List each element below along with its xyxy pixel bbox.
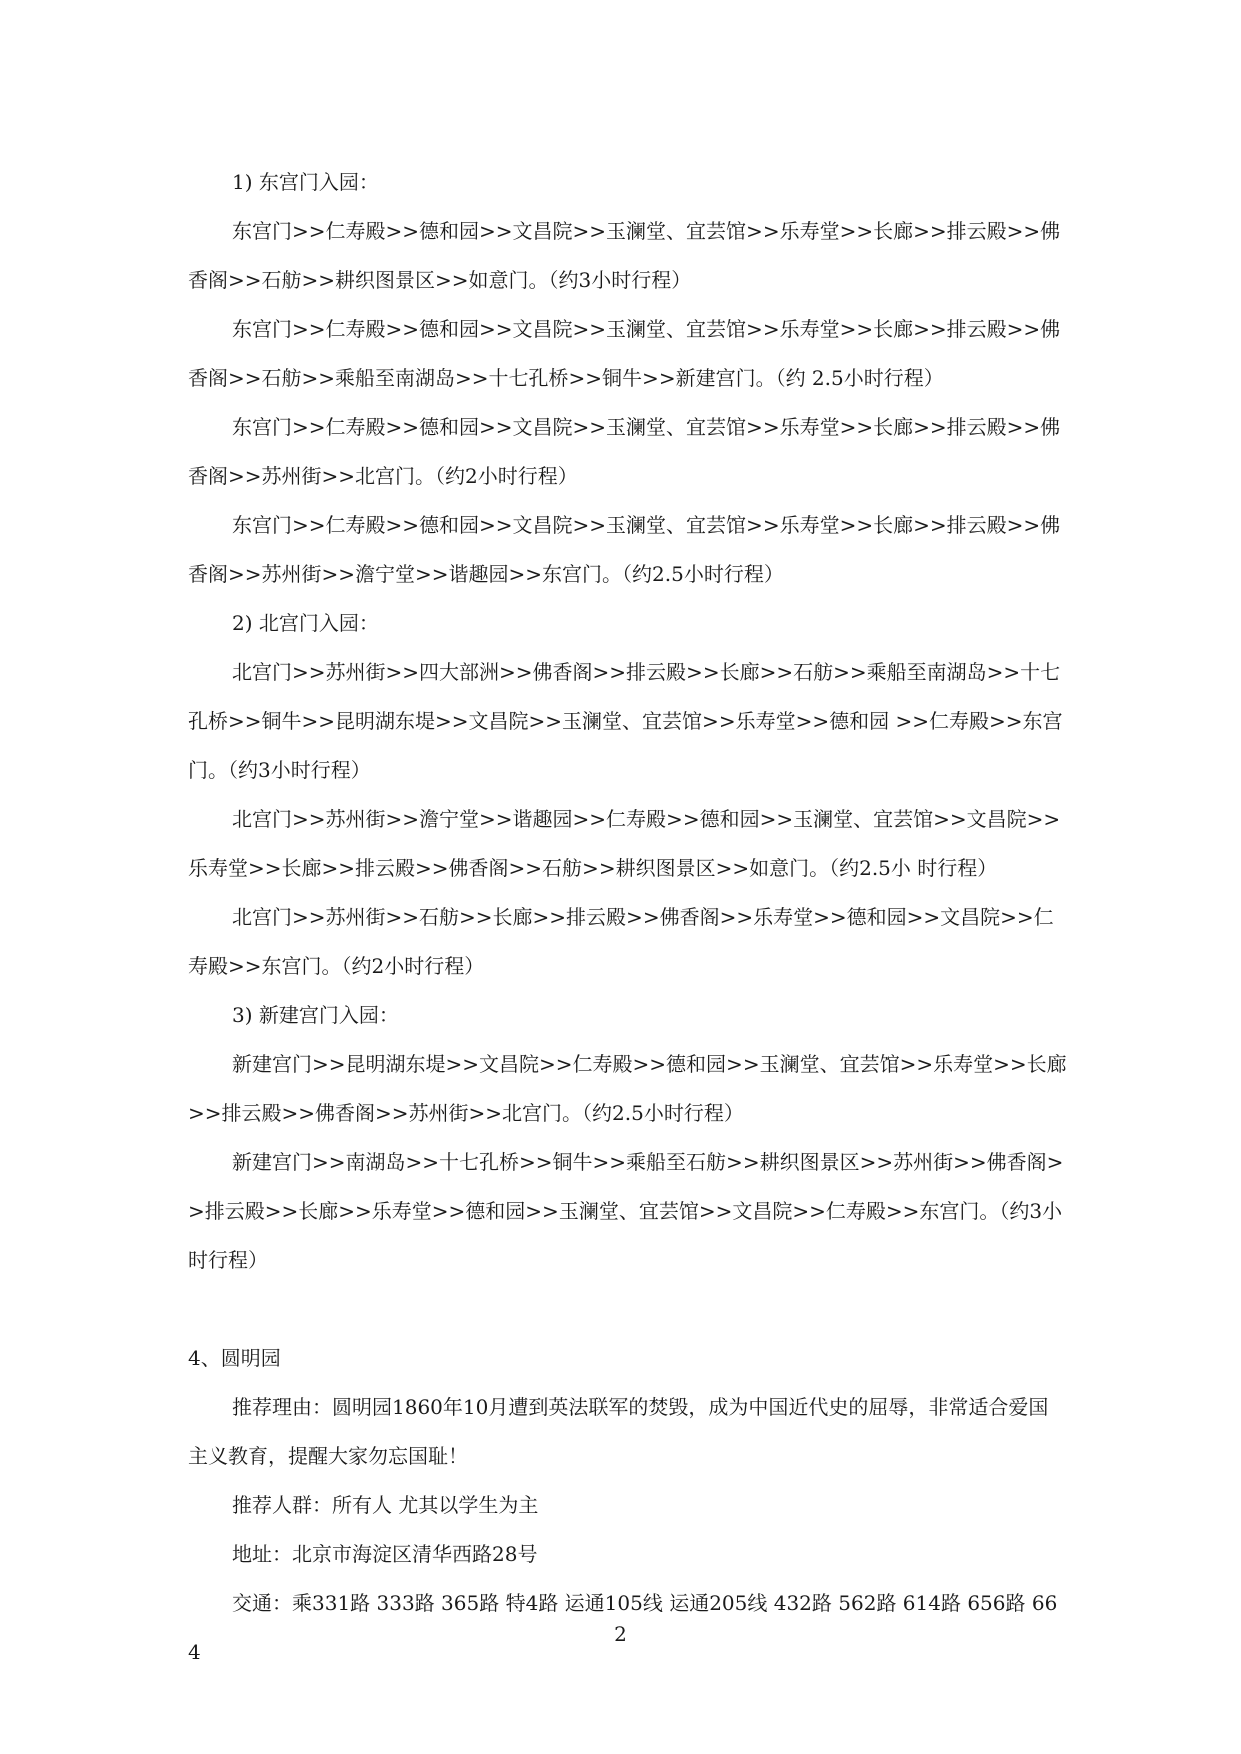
route-paragraph: 北宫门>>苏州街>>澹宁堂>>谐趣园>>仁寿殿>>德和园>>玉澜堂、宜芸馆>>文昌院>>乐寿堂>>长廊>>排云殿>>佛香阁>>石舫>>耕织图景区>>如意门。（约2.5小 时行程） — [188, 807, 1061, 880]
transport: 交通：乘331路 333路 365路 特4路 运通105线 运通205线 432路 562路 614路 656路 664 — [188, 1591, 1058, 1664]
recommend-reason: 推荐理由：圆明园1860年10月遭到英法联军的焚毁，成为中国近代史的屈辱，非常适合爱国主义教育，提醒大家勿忘国耻！ — [188, 1395, 1049, 1468]
section-heading-north-gate: 2) 北宫门入园： — [232, 611, 379, 635]
route-paragraph: 东宫门>>仁寿殿>>德和园>>文昌院>>玉澜堂、宜芸馆>>乐寿堂>>长廊>>排云殿>>佛香阁>>石舫>>耕织图景区>>如意门。（约3小时行程） — [188, 219, 1061, 292]
document-body — [188, 158, 1068, 1677]
section-heading-new-gate: 3) 新建宫门入园： — [232, 1003, 399, 1027]
section-spacer — [188, 1285, 1068, 1334]
route-paragraph: 东宫门>>仁寿殿>>德和园>>文昌院>>玉澜堂、宜芸馆>>乐寿堂>>长廊>>排云殿>>佛香阁>>苏州街>>北宫门。（约2小时行程） — [188, 415, 1061, 488]
address: 地址：北京市海淀区清华西路28号 — [232, 1542, 538, 1566]
route-paragraph: 北宫门>>苏州街>>四大部洲>>佛香阁>>排云殿>>长廊>>石舫>>乘船至南湖岛>>十七孔桥>>铜牛>>昆明湖东堤>>文昌院>>玉澜堂、宜芸馆>>乐寿堂>>德和园 >>仁寿殿>>东宫门。（约3小时行程） — [188, 660, 1063, 782]
yuanmingyuan-title: 4、圆明园 — [188, 1346, 281, 1370]
route-paragraph: 东宫门>>仁寿殿>>德和园>>文昌院>>玉澜堂、宜芸馆>>乐寿堂>>长廊>>排云殿>>佛香阁>>苏州街>>澹宁堂>>谐趣园>>东宫门。（约2.5小时行程） — [188, 513, 1061, 586]
route-paragraph: 东宫门>>仁寿殿>>德和园>>文昌院>>玉澜堂、宜芸馆>>乐寿堂>>长廊>>排云殿>>佛香阁>>石舫>>乘船至南湖岛>>十七孔桥>>铜牛>>新建宫门。（约 2.5小时行程） — [188, 317, 1061, 390]
section-heading-east-gate: 1) 东宫门入园： — [232, 170, 379, 194]
route-paragraph: 北宫门>>苏州街>>石舫>>长廊>>排云殿>>佛香阁>>乐寿堂>>德和园>>文昌院>>仁寿殿>>东宫门。（约2小时行程） — [188, 905, 1054, 978]
route-paragraph: 新建宫门>>昆明湖东堤>>文昌院>>仁寿殿>>德和园>>玉澜堂、宜芸馆>>乐寿堂>>长廊>>排云殿>>佛香阁>>苏州街>>北宫门。（约2.5小时行程） — [188, 1052, 1067, 1125]
recommend-audience: 推荐人群：所有人 尤其以学生为主 — [232, 1493, 539, 1517]
route-paragraph: 新建宫门>>南湖岛>>十七孔桥>>铜牛>>乘船至石舫>>耕织图景区>>苏州街>>佛香阁>>排云殿>>长廊>>乐寿堂>>德和园>>玉澜堂、宜芸馆>>文昌院>>仁寿殿>>东宫门。（约3小时行程） — [188, 1150, 1064, 1272]
page-number: 2 — [614, 1622, 627, 1646]
